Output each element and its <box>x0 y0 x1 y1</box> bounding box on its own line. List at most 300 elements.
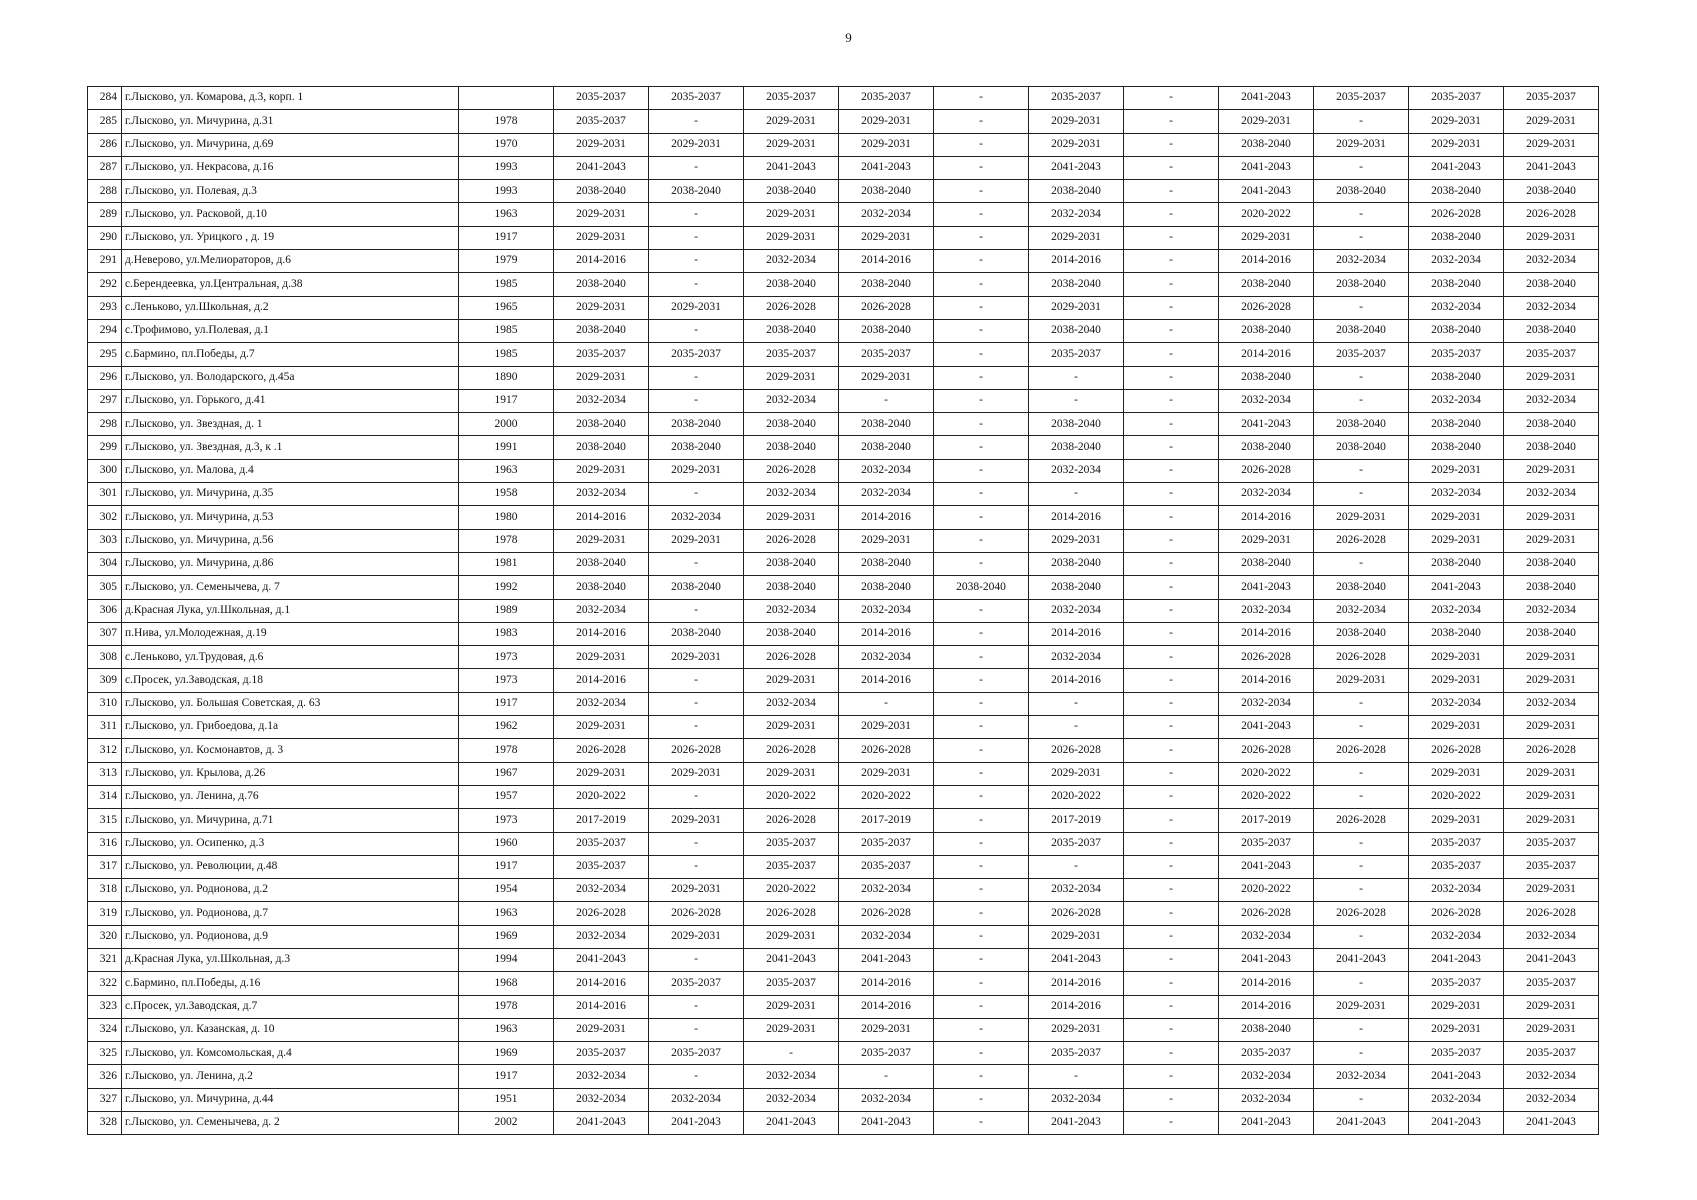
period-6-cell: 2032-2034 <box>1029 599 1124 622</box>
period-3-cell: 2026-2028 <box>744 296 839 319</box>
period-4-cell: 2032-2034 <box>839 459 934 482</box>
period-4-cell: 2026-2028 <box>839 296 934 319</box>
period-1-cell: 2032-2034 <box>554 925 649 948</box>
build-year-cell: 1968 <box>459 972 554 995</box>
period-5-cell: - <box>934 250 1029 273</box>
period-3-cell: 2026-2028 <box>744 646 839 669</box>
table-row <box>88 785 1599 808</box>
period-1-cell: 2020-2022 <box>554 785 649 808</box>
row-number-cell: 300 <box>88 459 122 482</box>
address-cell: д.Красная Лука, ул.Школьная, д.1 <box>122 599 459 622</box>
period-2-cell: - <box>649 785 744 808</box>
build-year-cell: 1965 <box>459 296 554 319</box>
period-1-cell: 2029-2031 <box>554 716 649 739</box>
period-10-cell: 2035-2037 <box>1409 832 1504 855</box>
period-10-cell: 2029-2031 <box>1409 459 1504 482</box>
period-3-cell: 2032-2034 <box>744 692 839 715</box>
period-6-cell: 2029-2031 <box>1029 226 1124 249</box>
period-10-cell: 2041-2043 <box>1409 1065 1504 1088</box>
build-year-cell: 1969 <box>459 925 554 948</box>
period-2-cell: - <box>649 156 744 179</box>
table-row <box>88 459 1599 482</box>
period-9-cell: - <box>1314 972 1409 995</box>
period-2-cell: 2029-2031 <box>649 646 744 669</box>
period-6-cell: - <box>1029 1065 1124 1088</box>
period-9-cell: - <box>1314 855 1409 878</box>
table-row <box>88 319 1599 342</box>
period-7-cell: - <box>1124 343 1219 366</box>
period-3-cell: 2032-2034 <box>744 599 839 622</box>
address-cell: с.Леньково, ул.Школьная, д.2 <box>122 296 459 319</box>
row-number-cell: 320 <box>88 925 122 948</box>
period-4-cell: 2035-2037 <box>839 343 934 366</box>
period-9-cell: 2029-2031 <box>1314 669 1409 692</box>
period-9-cell: - <box>1314 879 1409 902</box>
period-8-cell: 2029-2031 <box>1219 529 1314 552</box>
table-row <box>88 87 1599 110</box>
period-1-cell: 2029-2031 <box>554 646 649 669</box>
period-8-cell: 2014-2016 <box>1219 343 1314 366</box>
period-11-cell: 2026-2028 <box>1504 902 1599 925</box>
table-row <box>88 855 1599 878</box>
period-7-cell: - <box>1124 250 1219 273</box>
row-number-cell: 312 <box>88 739 122 762</box>
period-2-cell: 2029-2031 <box>649 879 744 902</box>
period-7-cell: - <box>1124 902 1219 925</box>
period-2-cell: 2029-2031 <box>649 296 744 319</box>
period-5-cell: - <box>934 506 1029 529</box>
period-8-cell: 2041-2043 <box>1219 1112 1314 1135</box>
period-5-cell: - <box>934 832 1029 855</box>
repair-schedule-table <box>87 86 1599 1135</box>
row-number-cell: 306 <box>88 599 122 622</box>
row-number-cell: 284 <box>88 87 122 110</box>
period-11-cell: 2035-2037 <box>1504 87 1599 110</box>
row-number-cell: 299 <box>88 436 122 459</box>
page-number: 9 <box>845 30 852 45</box>
period-1-cell: 2035-2037 <box>554 343 649 366</box>
period-9-cell: - <box>1314 785 1409 808</box>
period-10-cell: 2032-2034 <box>1409 599 1504 622</box>
period-4-cell: 2032-2034 <box>839 599 934 622</box>
row-number-cell: 304 <box>88 552 122 575</box>
period-4-cell: 2029-2031 <box>839 226 934 249</box>
period-6-cell: - <box>1029 483 1124 506</box>
period-4-cell: 2032-2034 <box>839 879 934 902</box>
period-2-cell: 2029-2031 <box>649 925 744 948</box>
build-year-cell: 1992 <box>459 576 554 599</box>
address-cell: г.Лысково, ул. Мичурина, д.53 <box>122 506 459 529</box>
period-1-cell: 2017-2019 <box>554 809 649 832</box>
period-11-cell: 2038-2040 <box>1504 180 1599 203</box>
period-3-cell: - <box>744 1042 839 1065</box>
period-2-cell: 2035-2037 <box>649 343 744 366</box>
period-8-cell: 2038-2040 <box>1219 319 1314 342</box>
period-1-cell: 2029-2031 <box>554 226 649 249</box>
period-7-cell: - <box>1124 646 1219 669</box>
address-cell: г.Лысково, ул. Мичурина, д.69 <box>122 133 459 156</box>
period-9-cell: 2029-2031 <box>1314 506 1409 529</box>
period-2-cell: 2029-2031 <box>649 762 744 785</box>
period-9-cell: - <box>1314 203 1409 226</box>
period-10-cell: 2038-2040 <box>1409 319 1504 342</box>
period-7-cell: - <box>1124 226 1219 249</box>
period-3-cell: 2032-2034 <box>744 1065 839 1088</box>
address-cell: г.Лысково, ул. Ленина, д.76 <box>122 785 459 808</box>
period-10-cell: 2035-2037 <box>1409 855 1504 878</box>
address-cell: г.Лысково, ул. Некрасова, д.16 <box>122 156 459 179</box>
period-7-cell: - <box>1124 87 1219 110</box>
period-7-cell: - <box>1124 622 1219 645</box>
period-2-cell: - <box>649 319 744 342</box>
period-11-cell: 2029-2031 <box>1504 809 1599 832</box>
table-row <box>88 250 1599 273</box>
period-8-cell: 2014-2016 <box>1219 506 1314 529</box>
period-10-cell: 2038-2040 <box>1409 180 1504 203</box>
period-4-cell: 2038-2040 <box>839 436 934 459</box>
period-7-cell: - <box>1124 483 1219 506</box>
period-7-cell: - <box>1124 1042 1219 1065</box>
period-10-cell: 2032-2034 <box>1409 879 1504 902</box>
row-number-cell: 302 <box>88 506 122 529</box>
period-5-cell: - <box>934 995 1029 1018</box>
period-11-cell: 2029-2031 <box>1504 529 1599 552</box>
build-year-cell: 1978 <box>459 110 554 133</box>
period-3-cell: 2032-2034 <box>744 250 839 273</box>
build-year-cell: 1985 <box>459 319 554 342</box>
period-3-cell: 2038-2040 <box>744 622 839 645</box>
period-8-cell: 2041-2043 <box>1219 87 1314 110</box>
period-3-cell: 2026-2028 <box>744 809 839 832</box>
period-3-cell: 2029-2031 <box>744 762 839 785</box>
period-5-cell: - <box>934 855 1029 878</box>
period-10-cell: 2029-2031 <box>1409 716 1504 739</box>
build-year-cell: 1979 <box>459 250 554 273</box>
build-year-cell: 1960 <box>459 832 554 855</box>
period-3-cell: 2020-2022 <box>744 879 839 902</box>
period-8-cell: 2041-2043 <box>1219 948 1314 971</box>
period-10-cell: 2038-2040 <box>1409 366 1504 389</box>
period-6-cell: 2026-2028 <box>1029 902 1124 925</box>
period-9-cell: 2038-2040 <box>1314 180 1409 203</box>
period-2-cell: 2038-2040 <box>649 413 744 436</box>
period-11-cell: 2035-2037 <box>1504 832 1599 855</box>
table-row <box>88 436 1599 459</box>
address-cell: г.Лысково, ул. Родионова, д.9 <box>122 925 459 948</box>
period-6-cell: - <box>1029 366 1124 389</box>
table-row <box>88 156 1599 179</box>
period-1-cell: 2038-2040 <box>554 552 649 575</box>
period-6-cell: 2029-2031 <box>1029 1018 1124 1041</box>
period-4-cell: 2032-2034 <box>839 925 934 948</box>
period-6-cell: 2029-2031 <box>1029 133 1124 156</box>
period-6-cell: 2032-2034 <box>1029 1088 1124 1111</box>
build-year-cell: 1985 <box>459 273 554 296</box>
period-1-cell: 2026-2028 <box>554 739 649 762</box>
period-11-cell: 2038-2040 <box>1504 273 1599 296</box>
period-9-cell: 2032-2034 <box>1314 1065 1409 1088</box>
address-cell: г.Лысково, ул. Семенычева, д. 7 <box>122 576 459 599</box>
row-number-cell: 323 <box>88 995 122 1018</box>
period-4-cell: 2029-2031 <box>839 110 934 133</box>
period-2-cell: 2035-2037 <box>649 87 744 110</box>
period-6-cell: 2014-2016 <box>1029 250 1124 273</box>
period-7-cell: - <box>1124 273 1219 296</box>
address-cell: г.Лысково, ул. Крылова, д.26 <box>122 762 459 785</box>
period-9-cell: 2038-2040 <box>1314 436 1409 459</box>
period-8-cell: 2017-2019 <box>1219 809 1314 832</box>
period-8-cell: 2032-2034 <box>1219 1065 1314 1088</box>
row-number-cell: 307 <box>88 622 122 645</box>
period-10-cell: 2032-2034 <box>1409 483 1504 506</box>
table-row <box>88 972 1599 995</box>
period-1-cell: 2038-2040 <box>554 180 649 203</box>
period-1-cell: 2014-2016 <box>554 669 649 692</box>
table-row <box>88 669 1599 692</box>
build-year-cell: 2000 <box>459 413 554 436</box>
period-8-cell: 2014-2016 <box>1219 669 1314 692</box>
build-year-cell: 1991 <box>459 436 554 459</box>
period-8-cell: 2020-2022 <box>1219 785 1314 808</box>
build-year-cell: 1969 <box>459 1042 554 1065</box>
row-number-cell: 290 <box>88 226 122 249</box>
row-number-cell: 325 <box>88 1042 122 1065</box>
row-number-cell: 296 <box>88 366 122 389</box>
period-4-cell: 2014-2016 <box>839 972 934 995</box>
period-11-cell: 2029-2031 <box>1504 110 1599 133</box>
period-10-cell: 2029-2031 <box>1409 506 1504 529</box>
period-1-cell: 2029-2031 <box>554 366 649 389</box>
address-cell: г.Лысково, ул. Семенычева, д. 2 <box>122 1112 459 1135</box>
row-number-cell: 318 <box>88 879 122 902</box>
table-row <box>88 902 1599 925</box>
period-5-cell: - <box>934 226 1029 249</box>
period-8-cell: 2032-2034 <box>1219 599 1314 622</box>
period-7-cell: - <box>1124 832 1219 855</box>
period-8-cell: 2038-2040 <box>1219 1018 1314 1041</box>
period-8-cell: 2026-2028 <box>1219 646 1314 669</box>
period-6-cell: 2041-2043 <box>1029 156 1124 179</box>
period-1-cell: 2029-2031 <box>554 133 649 156</box>
period-7-cell: - <box>1124 1112 1219 1135</box>
period-7-cell: - <box>1124 879 1219 902</box>
period-5-cell: - <box>934 552 1029 575</box>
period-10-cell: 2041-2043 <box>1409 156 1504 179</box>
period-8-cell: 2038-2040 <box>1219 366 1314 389</box>
period-10-cell: 2038-2040 <box>1409 226 1504 249</box>
row-number-cell: 294 <box>88 319 122 342</box>
period-9-cell: - <box>1314 389 1409 412</box>
period-8-cell: 2020-2022 <box>1219 203 1314 226</box>
period-10-cell: 2032-2034 <box>1409 692 1504 715</box>
row-number-cell: 310 <box>88 692 122 715</box>
period-8-cell: 2014-2016 <box>1219 250 1314 273</box>
build-year-cell: 1958 <box>459 483 554 506</box>
period-9-cell: - <box>1314 716 1409 739</box>
period-10-cell: 2029-2031 <box>1409 133 1504 156</box>
build-year-cell: 1983 <box>459 622 554 645</box>
period-5-cell: - <box>934 110 1029 133</box>
build-year-cell: 1970 <box>459 133 554 156</box>
period-8-cell: 2014-2016 <box>1219 972 1314 995</box>
period-4-cell: 2041-2043 <box>839 1112 934 1135</box>
build-year-cell: 1917 <box>459 226 554 249</box>
period-11-cell: 2029-2031 <box>1504 646 1599 669</box>
period-11-cell: 2032-2034 <box>1504 296 1599 319</box>
period-9-cell: 2029-2031 <box>1314 995 1409 1018</box>
period-9-cell: 2032-2034 <box>1314 250 1409 273</box>
period-4-cell: 2041-2043 <box>839 156 934 179</box>
period-5-cell: - <box>934 180 1029 203</box>
table-row <box>88 1065 1599 1088</box>
period-5-cell: - <box>934 669 1029 692</box>
period-4-cell: 2029-2031 <box>839 529 934 552</box>
period-2-cell: 2041-2043 <box>649 1112 744 1135</box>
period-10-cell: 2029-2031 <box>1409 1018 1504 1041</box>
row-number-cell: 314 <box>88 785 122 808</box>
period-9-cell: - <box>1314 483 1409 506</box>
period-7-cell: - <box>1124 762 1219 785</box>
address-cell: г.Лысково, ул. Урицкого , д. 19 <box>122 226 459 249</box>
period-6-cell: 2035-2037 <box>1029 832 1124 855</box>
period-11-cell: 2035-2037 <box>1504 972 1599 995</box>
table-row <box>88 692 1599 715</box>
period-11-cell: 2035-2037 <box>1504 855 1599 878</box>
period-11-cell: 2029-2031 <box>1504 506 1599 529</box>
period-11-cell: 2032-2034 <box>1504 692 1599 715</box>
period-2-cell: - <box>649 1065 744 1088</box>
address-cell: с.Бармино, пл.Победы, д.7 <box>122 343 459 366</box>
build-year-cell: 1973 <box>459 646 554 669</box>
address-cell: г.Лысково, ул. Революции, д.48 <box>122 855 459 878</box>
table-row <box>88 483 1599 506</box>
build-year-cell <box>459 87 554 110</box>
period-1-cell: 2029-2031 <box>554 203 649 226</box>
address-cell: г.Лысково, ул. Родионова, д.2 <box>122 879 459 902</box>
period-5-cell: - <box>934 1112 1029 1135</box>
period-11-cell: 2038-2040 <box>1504 319 1599 342</box>
period-8-cell: 2020-2022 <box>1219 762 1314 785</box>
period-6-cell: 2041-2043 <box>1029 1112 1124 1135</box>
period-8-cell: 2041-2043 <box>1219 180 1314 203</box>
period-5-cell: - <box>934 273 1029 296</box>
period-7-cell: - <box>1124 552 1219 575</box>
build-year-cell: 1917 <box>459 1065 554 1088</box>
period-1-cell: 2029-2031 <box>554 459 649 482</box>
table-row <box>88 226 1599 249</box>
period-1-cell: 2032-2034 <box>554 599 649 622</box>
period-5-cell: - <box>934 599 1029 622</box>
address-cell: г.Лысково, ул. Мичурина, д.71 <box>122 809 459 832</box>
period-6-cell: 2038-2040 <box>1029 413 1124 436</box>
period-10-cell: 2029-2031 <box>1409 110 1504 133</box>
period-2-cell: 2035-2037 <box>649 972 744 995</box>
period-1-cell: 2029-2031 <box>554 296 649 319</box>
period-9-cell: - <box>1314 1018 1409 1041</box>
period-2-cell: 2038-2040 <box>649 622 744 645</box>
period-1-cell: 2014-2016 <box>554 506 649 529</box>
table-row <box>88 413 1599 436</box>
period-11-cell: 2041-2043 <box>1504 948 1599 971</box>
period-11-cell: 2032-2034 <box>1504 483 1599 506</box>
period-8-cell: 2014-2016 <box>1219 622 1314 645</box>
period-6-cell: 2038-2040 <box>1029 576 1124 599</box>
period-10-cell: 2029-2031 <box>1409 809 1504 832</box>
period-8-cell: 2032-2034 <box>1219 483 1314 506</box>
period-1-cell: 2032-2034 <box>554 389 649 412</box>
period-4-cell: 2029-2031 <box>839 716 934 739</box>
period-4-cell: 2035-2037 <box>839 832 934 855</box>
row-number-cell: 295 <box>88 343 122 366</box>
period-8-cell: 2026-2028 <box>1219 459 1314 482</box>
period-9-cell: - <box>1314 156 1409 179</box>
period-1-cell: 2032-2034 <box>554 1065 649 1088</box>
address-cell: г.Лысково, ул. Грибоедова, д.1а <box>122 716 459 739</box>
period-3-cell: 2026-2028 <box>744 739 839 762</box>
period-10-cell: 2038-2040 <box>1409 622 1504 645</box>
period-7-cell: - <box>1124 1065 1219 1088</box>
period-6-cell: 2032-2034 <box>1029 646 1124 669</box>
period-10-cell: 2038-2040 <box>1409 552 1504 575</box>
period-2-cell: - <box>649 273 744 296</box>
period-9-cell: - <box>1314 296 1409 319</box>
period-7-cell: - <box>1124 995 1219 1018</box>
table-row <box>88 832 1599 855</box>
period-7-cell: - <box>1124 110 1219 133</box>
table-row <box>88 739 1599 762</box>
table-row <box>88 133 1599 156</box>
period-2-cell: 2026-2028 <box>649 902 744 925</box>
period-9-cell: 2035-2037 <box>1314 87 1409 110</box>
period-4-cell: 2014-2016 <box>839 250 934 273</box>
address-cell: г.Лысково, ул. Комсомольская, д.4 <box>122 1042 459 1065</box>
row-number-cell: 313 <box>88 762 122 785</box>
row-number-cell: 292 <box>88 273 122 296</box>
period-4-cell: 2014-2016 <box>839 995 934 1018</box>
build-year-cell: 2002 <box>459 1112 554 1135</box>
period-11-cell: 2029-2031 <box>1504 879 1599 902</box>
period-1-cell: 2026-2028 <box>554 902 649 925</box>
period-3-cell: 2038-2040 <box>744 319 839 342</box>
period-9-cell: - <box>1314 1088 1409 1111</box>
period-4-cell: 2014-2016 <box>839 506 934 529</box>
period-4-cell: 2038-2040 <box>839 319 934 342</box>
period-1-cell: 2038-2040 <box>554 273 649 296</box>
period-5-cell: - <box>934 436 1029 459</box>
address-cell: с.Просек, ул.Заводская, д.18 <box>122 669 459 692</box>
period-7-cell: - <box>1124 972 1219 995</box>
address-cell: с.Просек, ул.Заводская, д.7 <box>122 995 459 1018</box>
period-6-cell: 2014-2016 <box>1029 506 1124 529</box>
address-cell: г.Лысково, ул. Комарова, д.3, корп. 1 <box>122 87 459 110</box>
period-5-cell: - <box>934 925 1029 948</box>
table-row <box>88 506 1599 529</box>
period-7-cell: - <box>1124 716 1219 739</box>
period-4-cell: - <box>839 1065 934 1088</box>
period-6-cell: 2029-2031 <box>1029 296 1124 319</box>
period-5-cell: - <box>934 948 1029 971</box>
table-row <box>88 1088 1599 1111</box>
address-cell: г.Лысково, ул. Ленина, д.2 <box>122 1065 459 1088</box>
period-8-cell: 2038-2040 <box>1219 552 1314 575</box>
period-2-cell: 2026-2028 <box>649 739 744 762</box>
period-7-cell: - <box>1124 296 1219 319</box>
row-number-cell: 315 <box>88 809 122 832</box>
period-7-cell: - <box>1124 1088 1219 1111</box>
period-10-cell: 2029-2031 <box>1409 529 1504 552</box>
period-3-cell: 2029-2031 <box>744 203 839 226</box>
period-11-cell: 2032-2034 <box>1504 599 1599 622</box>
